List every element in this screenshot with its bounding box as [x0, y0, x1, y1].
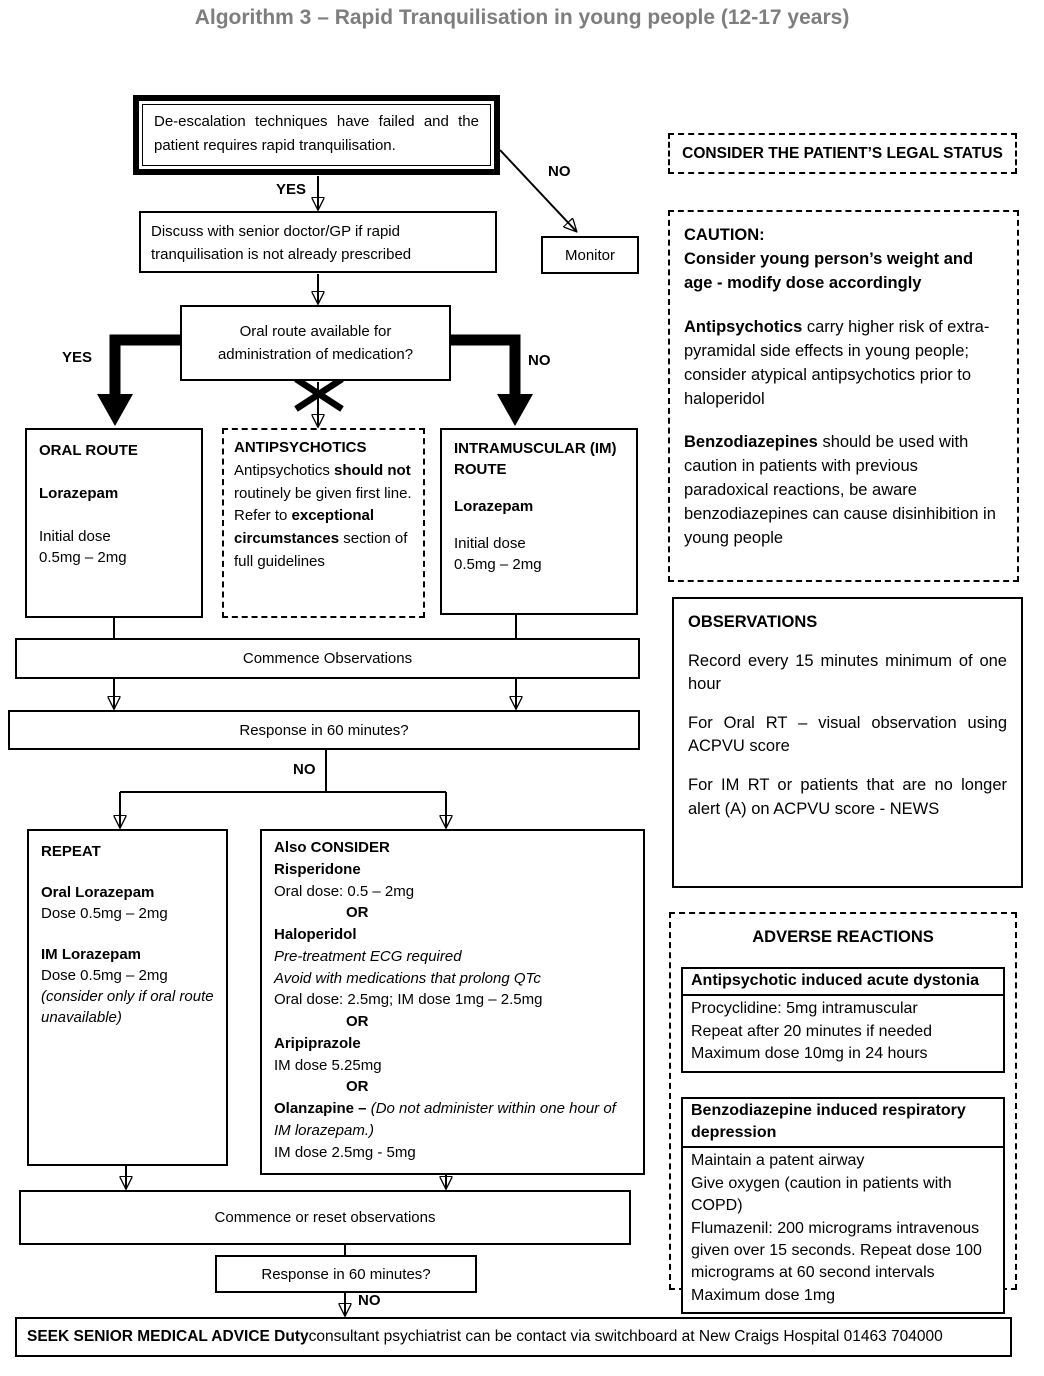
- repeat-title: REPEAT: [41, 843, 101, 860]
- oral-question-node: Oral route available for administration of medication?: [180, 305, 451, 381]
- start-node: [133, 95, 500, 175]
- dystonia-row: Maximum dose 10mg in 24 hours: [691, 1045, 928, 1063]
- monitor-node: Monitor: [541, 236, 639, 274]
- not-allowed-cross-icon: [296, 379, 342, 409]
- response-60-node: Response in 60 minutes?: [8, 710, 640, 750]
- oral-route-dose-label: Initial dose: [39, 528, 111, 545]
- respiratory-header: Benzodiazepine induced respiratory depression: [683, 1099, 1003, 1149]
- also-consider-title: Also CONSIDER: [274, 839, 390, 856]
- seek-advice-bar: [15, 1317, 1012, 1357]
- no-label-question: NO: [528, 352, 551, 369]
- discuss-node: Discuss with senior doctor/GP if rapid tranquilisation is not already prescribed: [139, 211, 497, 273]
- repeat-oral-drug: Oral Lorazepam: [41, 884, 155, 901]
- caution-antipsychotics-bold: Antipsychotics: [684, 317, 803, 336]
- no-label-start: NO: [548, 163, 571, 180]
- haloperidol-dose: Oral dose: 2.5mg; IM dose 1mg – 2.5mg: [274, 991, 543, 1009]
- aripiprazole-dose: IM dose 5.25mg: [274, 1056, 382, 1074]
- respiratory-body: [683, 1148, 1003, 1312]
- repeat-oral-dose: Dose 0.5mg – 2mg: [41, 905, 168, 922]
- dystonia-header: Antipsychotic induced acute dystonia: [683, 969, 1003, 996]
- respiratory-row: Flumazenil: 200 micrograms intravenous given over 15 seconds. Repeat dose 100 micrograms at 60 second intervals: [691, 1219, 982, 1282]
- haloperidol-note1: Pre-treatment ECG required: [274, 947, 462, 965]
- adverse-reactions-panel: [669, 912, 1017, 1304]
- antipsychotics-run5: section of full guidelines: [234, 530, 408, 570]
- antipsychotics-run1: Antipsychotics: [234, 461, 335, 479]
- antipsychotics-run2: should not: [334, 461, 411, 479]
- observations-title: OBSERVATIONS: [688, 613, 818, 631]
- im-route-drug: Lorazepam: [454, 498, 534, 515]
- dystonia-body: [683, 996, 1003, 1070]
- commence-observations-node: Commence Observations: [15, 638, 640, 679]
- thick-no-arrow: [450, 340, 533, 426]
- im-route-node: [440, 428, 638, 615]
- olanzapine-note: (Do not administer within one hour of IM lorazepam.): [274, 1100, 616, 1139]
- response-60-node-2: Response in 60 minutes?: [215, 1255, 477, 1293]
- repeat-node: [27, 829, 228, 1166]
- risperidone-name: Risperidone: [274, 860, 361, 878]
- no-label-response2: NO: [358, 1292, 381, 1309]
- caution-benzo-para: [684, 431, 1003, 551]
- start-node-text: De-escalation techniques have failed and the patient requires rapid tranquilisation.: [142, 104, 491, 166]
- haloperidol-name: Haloperidol: [274, 926, 357, 943]
- dystonia-table: [681, 967, 1005, 1073]
- aripiprazole-name: Aripiprazole: [274, 1034, 361, 1052]
- seek-advice-rest: consultant psychiatrist can be contact via switchboard at New Craigs Hospital 01463 704000: [308, 1328, 943, 1346]
- also-consider-node: [260, 829, 645, 1175]
- olanzapine-dose: IM dose 2.5mg - 5mg: [274, 1143, 416, 1161]
- im-route-dose-label: Initial dose: [454, 535, 526, 552]
- or-separator-2: OR: [346, 1013, 369, 1030]
- observations-p1: Record every 15 minutes minimum of one hour: [688, 652, 1007, 694]
- caution-benzo-rest: should be used with caution in patients with previous paradoxical reactions, be aware benzodiazepines can cause disinhibition in young people: [684, 433, 996, 548]
- or-separator-3: OR: [346, 1078, 369, 1096]
- or-separator-1: OR: [346, 904, 369, 922]
- legal-status-panel: CONSIDER THE PATIENT’S LEGAL STATUS: [668, 133, 1017, 174]
- adverse-reactions-title: ADVERSE REACTIONS: [752, 928, 934, 946]
- oral-route-node: [25, 428, 203, 618]
- respiratory-row: Give oxygen (caution in patients with COPD): [691, 1174, 952, 1215]
- dystonia-row: Procyclidine: 5mg intramuscular: [691, 1000, 918, 1018]
- im-route-title: INTRAMUSCULAR (IM) ROUTE: [454, 440, 617, 478]
- antipsychotics-text: [234, 460, 413, 574]
- antipsychotics-note-node: [222, 428, 425, 618]
- oral-route-title: ORAL ROUTE: [39, 442, 138, 459]
- dystonia-row: Repeat after 20 minutes if needed: [691, 1022, 933, 1040]
- caution-subheading: Consider young person’s weight and age - modify dose accordingly: [684, 249, 974, 292]
- caution-benzo-bold: Benzodiazepines: [684, 433, 818, 452]
- respiratory-row: Maximum dose 1mg: [691, 1286, 836, 1304]
- antipsychotics-run3: routinely be given first line. Refer to: [234, 484, 412, 525]
- oral-route-dose: 0.5mg – 2mg: [39, 549, 127, 566]
- risperidone-dose: Oral dose: 0.5 – 2mg: [274, 882, 415, 900]
- haloperidol-note2: Avoid with medications that prolong QTc: [274, 969, 541, 987]
- repeat-im-drug: IM Lorazepam: [41, 946, 142, 963]
- respiratory-table: [681, 1097, 1005, 1315]
- observations-panel: [672, 597, 1023, 888]
- caution-heading: CAUTION:: [684, 226, 765, 244]
- yes-label-start: YES: [276, 181, 307, 198]
- caution-panel: [668, 210, 1019, 582]
- respiratory-row: Maintain a patent airway: [691, 1152, 865, 1170]
- page-title: Algorithm 3 – Rapid Tranquilisation in young people (12-17 years): [194, 6, 850, 29]
- olanzapine-line: [274, 1098, 631, 1142]
- antipsychotics-title: ANTIPSYCHOTICS: [234, 439, 367, 456]
- oral-route-drug: Lorazepam: [39, 485, 119, 502]
- yes-label-question: YES: [62, 349, 93, 366]
- im-route-dose: 0.5mg – 2mg: [454, 556, 542, 573]
- olanzapine-name: Olanzapine –: [274, 1100, 371, 1117]
- repeat-im-note: (consider only if oral route unavailable): [41, 988, 214, 1026]
- line-response-no-split: [120, 750, 446, 792]
- observations-p3: For IM RT or patients that are no longer alert (A) on ACPVU score - NEWS: [688, 776, 1007, 818]
- caution-antipsychotics-rest: carry higher risk of extra-pyramidal side effects in young people; consider atypical antipsychotics prior to haloperidol: [684, 317, 990, 408]
- caution-antipsychotics-para: [684, 316, 1003, 412]
- seek-advice-bold: SEEK SENIOR MEDICAL ADVICE Duty: [27, 1328, 309, 1346]
- commence-reset-node: Commence or reset observations: [19, 1190, 631, 1245]
- antipsychotics-run4: exceptional circumstances: [234, 507, 375, 548]
- observations-p2: For Oral RT – visual observation using ACPVU score: [688, 714, 1007, 756]
- thick-yes-arrow: [97, 340, 181, 426]
- no-label-response1: NO: [293, 761, 316, 778]
- repeat-im-dose: Dose 0.5mg – 2mg: [41, 967, 168, 984]
